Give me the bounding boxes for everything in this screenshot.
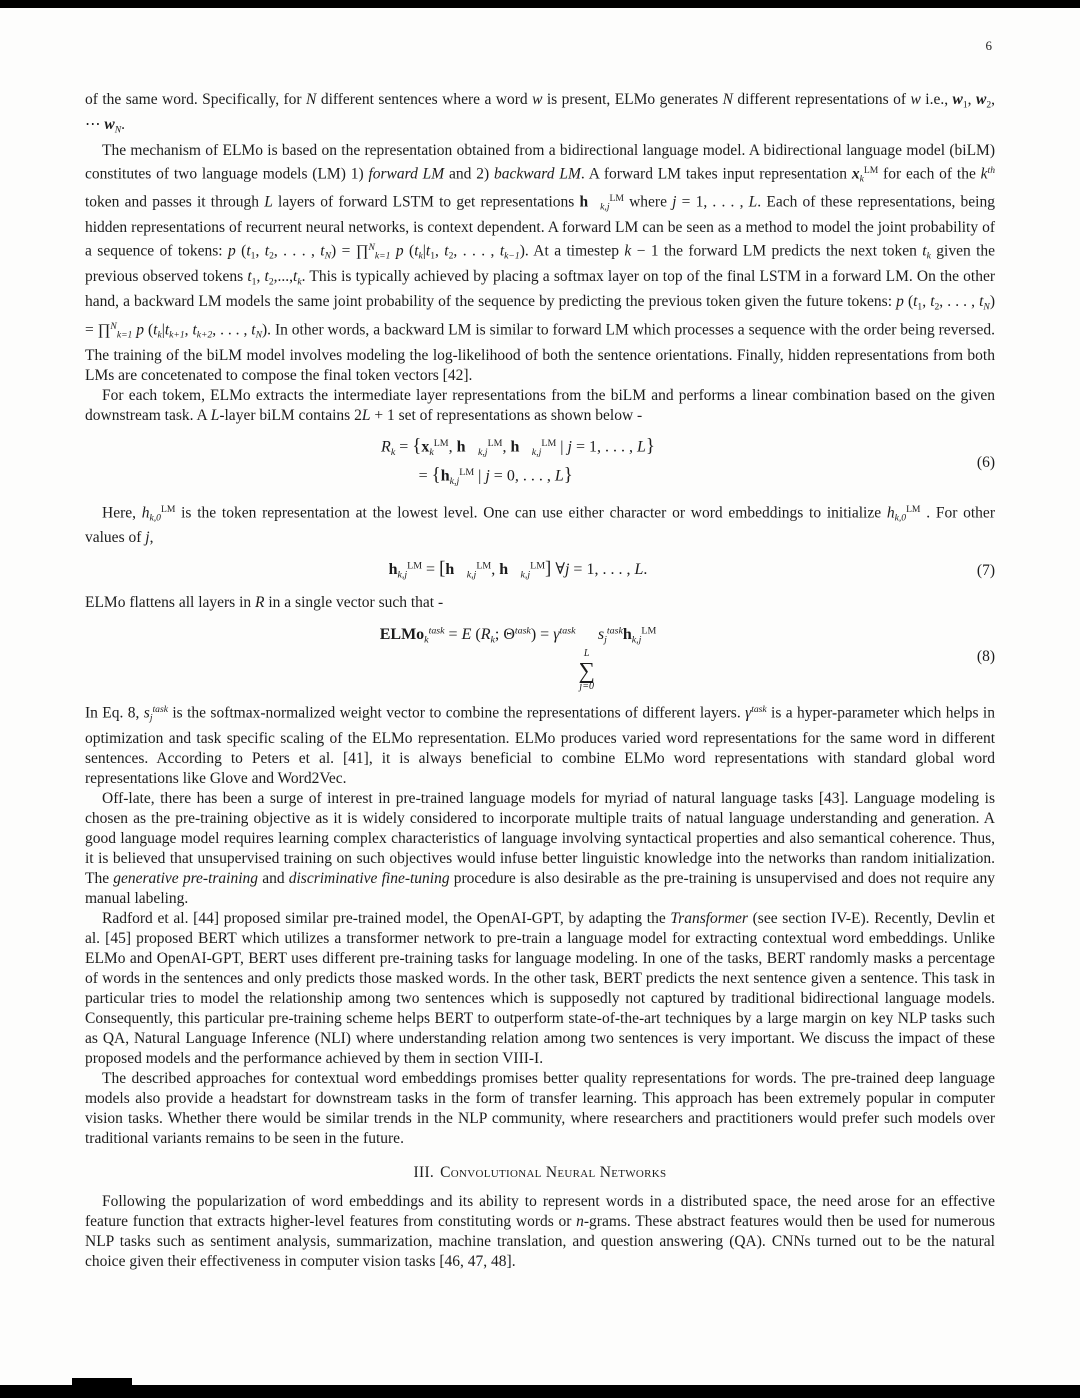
summation-operator (578, 649, 594, 692)
paragraph-transfer-learning: The described approaches for contextual word embeddings promises better quality representations for words. The pre-trained deep language models also provide a headstart for downstream tasks in the form of transfer learning. This approach has been extremely popular in computer vision tasks. Whether there would be similar trends in the NLP community, where researchers and practitioners would prefer such models over traditional variants remains to be seen in the future. (85, 1070, 995, 1148)
paragraph-eq8-explanation: In Eq. 8, $s_j^{task}$ is the softmax-normalized weight vector to combine the representations of different layers. $\gamma^{task}$ is a hyper-parameter which helps in optimization and task specific scaling of the ELMo representation. ELMo produces varied word representations for the same word in different sentences. According to Peters et al. [41], it is always beneficial to combine ELMo word representations with standard global word representations like Glove and Word2Vec. (85, 704, 995, 788)
sum-upper-limit: L (583, 648, 590, 660)
equation-7 (85, 556, 995, 585)
scan-edge-top (0, 0, 1080, 8)
page-number: 6 (985, 38, 992, 53)
paragraph-gpt-bert: Radford et al. [44] proposed similar pre-trained model, the OpenAI-GPT, by adapting the Transformer (see section IV-E). Recently, Devlin et al. [45] proposed BERT which utilizes a transformer network to pre-train a language model for extracting contextual word embeddings. Unlike ELMo and OpenAI-GPT, BERT uses different pre-training tasks for language modeling. In one of the tasks, BERT randomly masks a percentage of words in the sentences and only predicts those masked words. In the other task, BERT predicts the next sentence given a sentence. This task in particular tries to model the relationship among two sentences which is supposedly not captured by traditional bidirectional language models. Consequently, this particular pre-training scheme helps BERT to outperform state-of-the-art techniques by a large margin on key NLP tasks such as QA, Natural Language Inference (NLI) where understanding relation among two sentences is very important. We discuss the impact of these proposed models and the performance achieved by them in section VIII-I. (85, 910, 995, 1068)
equation-number-6: (6) (976, 453, 995, 471)
equation-7-body (85, 556, 951, 585)
equation-6 (85, 434, 995, 492)
paragraph-layer-representations: For each tokem, ELMo extracts the intermediate layer representations from the biLM and performs a linear combination based on the given downstream task. A L-layer biLM contains 2L + 1 set of representations as shown below - (85, 387, 995, 424)
paragraph-elmo-mechanism: The mechanism of ELMo is based on the representation obtained from a bidirectional language model. A bidirectional language model (biLM) constitutes of two language models (LM) 1) forward LM and 2) backward LM. A forward LM takes input representation $x_k^{LM}$ for each of the $k^{th}$ token and passes it through L layers of forward LSTM to get representations $h⃗_{k,j}^{LM}$ where j = 1, . . . , L. Each of these representations, being hidden representations of recurrent neural networks, is context dependent. A forward LM can be seen as a method to model the joint probability of a sequence of tokens: p ($t_1$, $t_2$, . . . , $t_N$) = ∏$^N_{k=1}$ p ($t_k|t_1$, $t_2$, . . . , $t_{k-1}$). At a timestep k − 1 the forward LM predicts the next token $t_k$ given the previous observed tokens $t_1$, $t_2,...,t_k$. This is typically achieved by placing a softmax layer on top of the final LSTM in a forward LM. On the other hand, a backward LM models the same joint probability of the sequence by predicting the previous token given the future tokens: p ($t_1$, $t_2$, . . . , $t_N$) = ∏$^N_{k=1}$ p ($t_k|t_{k+1}$, $t_{k+2}$, . . . , $t_N$). In other words, a backward LM is similar to forward LM which processes a sequence with the order being reversed. The training of the biLM model involves modeling the log-likelihood of both the sentence orientations. Finally, hidden representations from both LMs are concetenated to compose the final token vectors [42]. (85, 141, 996, 384)
paragraph-cnn-intro: Following the popularization of word embeddings and its ability to represent words in a distributed space, the need arose for an effective feature function that extracts higher-level features from constituting words or n-grams. These abstract features would then be used for numerous NLP tasks such as sentiment analysis, summarization, machine translation, and question answering (QA). CNNs turned out to be the natural choice given their effectiveness in computer vision tasks [46, 47, 48]. (85, 1193, 995, 1271)
scan-edge-bottom (0, 1385, 1080, 1398)
section-title: Convolutional Neural Networks (440, 1164, 667, 1182)
sigma-symbol: ∑ (578, 658, 595, 684)
paper-body (85, 90, 995, 1272)
paragraph-elmo-flatten: ELMo flattens all layers in R in a single vector such that - (85, 594, 444, 612)
equation-6-body (85, 434, 951, 492)
equation-number-7: (7) (976, 561, 995, 579)
equation-8 (85, 621, 995, 692)
paragraph-token-representation: Here, $h_{k,0}^{LM}$ is the token representation at the lowest level. One can use either character or word embeddings to initialize $h_{k,0}^{LM}$ . For other values of j, (85, 503, 995, 547)
equation-6-stack (381, 434, 655, 492)
equation-6-line-2: = {$h_{k,j}^{LM}$ | j = 0, . . . , L} (418, 464, 573, 487)
paragraph-pretrained-lm-surge: Off-late, there has been a surge of interest in pre-trained language models for myriad of natural language tasks [43]. Language modeling is chosen as the pre-training objective as it is widely considered to incorporate multiple traits of natual language understanding and generation. A good language model requires learning complex characteristics of language involving syntactical properties and also semantical coherence. Thus, it is believed that unsupervised training on such objectives would infuse better linguistic knowledge into the networks than random initialization. The generative pre-training and discriminative fine-tuning procedure is also desirable as the pre-training is unsupervised and does not require any manual labeling. (85, 790, 995, 908)
equation-8-body (85, 621, 951, 692)
section-heading-cnn (85, 1163, 995, 1183)
equation-6-line-1: $R_k = \{x_k^{LM}$, $h⃗_{k,j}^{LM}$, $h⃖_{k,j}^{LM}$ | j = 1, . . . , L} (381, 435, 655, 458)
sum-lower-limit: j=0 (579, 681, 594, 693)
paragraph-word-representations: of the same word. Specifically, for N different sentences where a word w is present, ELMo generates N different representations of w i.e., $w_1$, $w_2$, ⋯ $w_N$. (85, 91, 995, 136)
equation-8-left: ELMo$_k^{task}$ = E ($R_k$; $\Theta^{task}) = \gamma^{task}$ (379, 625, 576, 646)
section-number: III. (413, 1164, 435, 1182)
equation-8-right: $s_j^{task}h_{k,j}^{LM}$ (597, 625, 657, 646)
equation-number-8: (8) (976, 647, 995, 665)
equation-7-line-1: $h_{k,j}^{LM}$ = [$h⃗_{k,j}^{LM}$, $h⃖_{k,j}^{LM}$] ∀j = 1, . . . , L. (388, 557, 648, 581)
